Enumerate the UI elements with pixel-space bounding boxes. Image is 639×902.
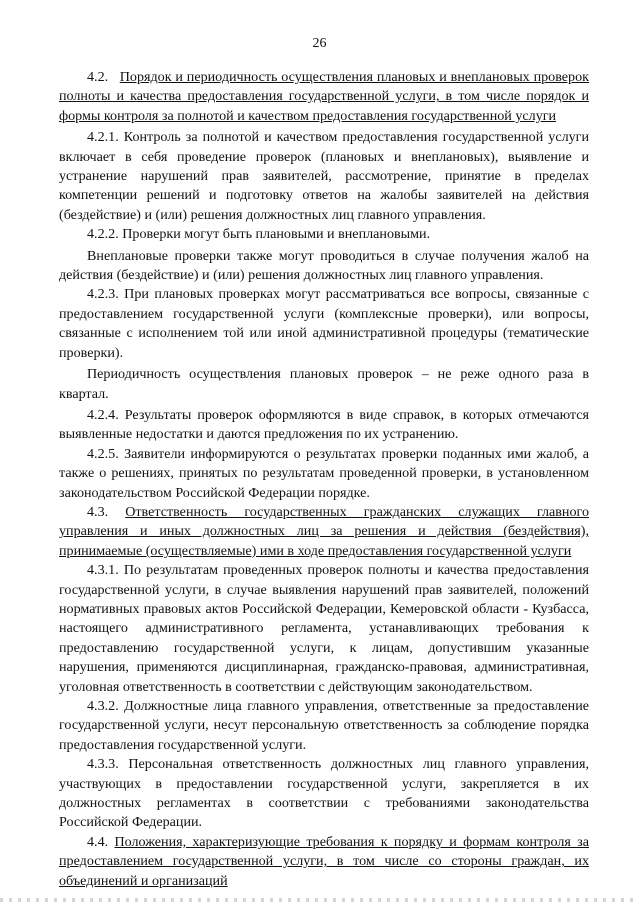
- paragraph-4-2-2: 4.2.2. Проверки могут быть плановыми и внеплановыми.: [87, 226, 431, 243]
- paragraph-4-2-3: 4.2.3. При плановых проверках могут рассматриваться все вопросы, связанные с предоставлением государственной услуги (комплексные проверки), или вопросы, связанные с исполнением той или иной административной процедуры (тематические проверки).: [59, 286, 589, 361]
- paragraph-4-3-3: 4.3.3. Персональная ответственность должностных лиц главного управления, участвующих в предоставлении государственной услуги, закрепляется в их должностных регламентах в соответствии с требованиями законодательства Российской Федерации.: [59, 756, 589, 831]
- document-body: [59, 68, 589, 891]
- section-heading-4-3: [59, 503, 589, 561]
- paragraph-4-3-1: 4.3.1. По результатам проведенных проверок полноты и качества предоставления государственной услуги, в случае выявления нарушений прав заявителей, положений нормативных правовых актов Российской Федерации, Кемеровской области - Кузбасса, настоящего административного регламента, устанавливающих требования к предоставлению государственной услуги, к лицам, допустившим указанные нарушения, применяются дисциплинарная, гражданско-правовая, административная, уголовная ответственность в соответствии с действующим законодательством.: [59, 562, 589, 695]
- paragraph-4-2-1: 4.2.1. Контроль за полнотой и качеством предоставления государственной услуги включает в себя проведение проверок (плановых и внеплановых), выявление и устранение нарушений прав заявителей, рассмотрение, принятие в пределах компетенции решений и подготовку ответов на жалобы заявителей на действия (бездействие) и (или) решения должностных лиц главного управления.: [59, 129, 589, 223]
- paragraph-4-3-2: 4.3.2. Должностные лица главного управления, ответственные за предоставление государственной услуги, несут персональную ответственность за соблюдение порядка предоставления государственной услуги.: [59, 698, 589, 753]
- section-heading-4-4: [59, 833, 589, 891]
- paragraph-unplanned-checks: Внеплановые проверки также могут проводиться в случае получения жалоб на действия (бездействие) и (или) решения должностных лиц главного управления.: [59, 247, 589, 284]
- scan-edge-artifact: [0, 898, 639, 902]
- section-number: 4.3.: [87, 503, 109, 520]
- section-number: 4.4.: [87, 833, 109, 850]
- section-title: Положения, характеризующие требования к порядку и формам контроля за предоставлением государственной услуги, в том числе со стороны граждан, их объединений и организаций: [59, 833, 589, 889]
- paragraph-4-2-4: 4.2.4. Результаты проверок оформляются в виде справок, в которых отмечаются выявленные недостатки и даются предложения по их устранению.: [59, 406, 589, 443]
- section-heading-4-2: [59, 68, 589, 126]
- paragraph-periodicity: Периодичность осуществления плановых проверок – не реже одного раза в квартал.: [59, 366, 589, 402]
- section-number: 4.2.: [87, 69, 109, 85]
- page-number: 26: [312, 36, 327, 51]
- section-title: Порядок и периодичность осуществления плановых и внеплановых проверок полноты и качества предоставления государственной услуги, в том числе порядок и формы контроля за полнотой и качеством предоставления государственной услуги: [59, 69, 589, 124]
- section-title: Ответственность государственных гражданских служащих главного управления и иных должностных лиц за решения и действия (бездействия), принимаемые (осуществляемые) ими в ходе предоставления государственной услуги: [59, 503, 589, 559]
- paragraph-4-2-5: 4.2.5. Заявители информируются о результатах проверки поданных ими жалоб, а также о решениях, принятых по результатам проведенной проверки, в установленном законодательством Российской Федерации порядке.: [59, 445, 589, 501]
